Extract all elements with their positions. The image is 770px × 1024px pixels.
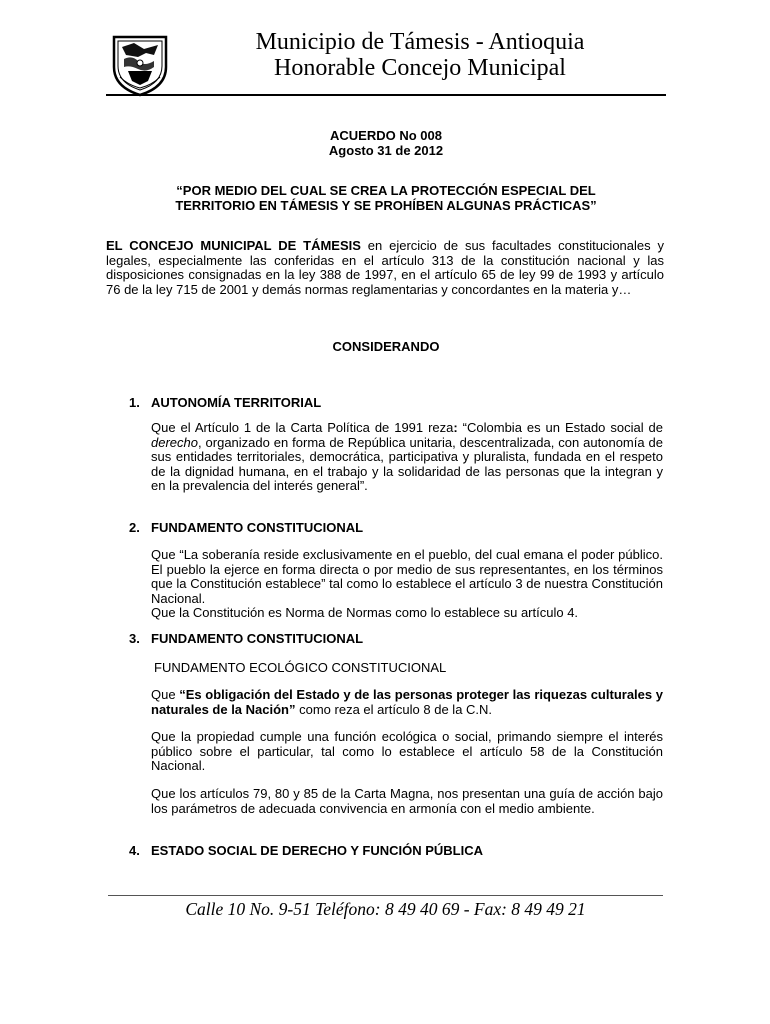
section-1-paragraph [151, 421, 663, 494]
section-2-paragraph-2: Que la Constitución es Norma de Normas como lo establece su artículo 4. [151, 605, 579, 620]
text-run: “Colombia es un Estado social de [457, 420, 663, 435]
section-title: AUTONOMÍA TERRITORIAL [151, 395, 322, 410]
section-title: FUNDAMENTO CONSTITUCIONAL [151, 631, 364, 646]
section-number: 3. [129, 631, 140, 646]
section-heading-4 [129, 843, 483, 858]
section-2-paragraph-1: Que “La soberanía reside exclusivamente en el pueblo, del cual emana el poder público. El pueblo la ejerce en forma directa o por medio de sus representantes, en los términos que la Constitución establece” tal como lo establece el artículo 3 de nuestra Constitución Nacional. [151, 547, 663, 606]
municipal-seal-icon [108, 33, 172, 97]
italic-run: derecho [151, 434, 198, 450]
section-3-subheading: FUNDAMENTO ECOLÓGICO CONSTITUCIONAL [154, 660, 447, 675]
section-number: 2. [129, 520, 140, 535]
section-heading-1 [129, 395, 321, 410]
section-3-paragraph-2: Que la propiedad cumple una función ecológica o social, primando siempre el interés público sobre el particular, tal como lo establece el artículo 58 de la Constitución Nacional. [151, 729, 663, 774]
footer-address: Calle 10 No. 9-51 Teléfono: 8 49 40 69 - Fax: 8 49 49 21 [185, 899, 586, 919]
intro-bold: EL CONCEJO MUNICIPAL DE TÁMESIS [106, 238, 361, 253]
section-3-paragraph-1 [151, 688, 663, 717]
acuerdo-number: ACUERDO No 008 [330, 128, 442, 143]
text-run: , organizado en forma de República unitaria, descentralizada, con autonomía de sus entidades territoriales, democrática, participativa y pluralista, fundada en el respeto de la dignidad humana, en el trabajo y la solidaridad de las personas que la integran y en la prevalencia del interés general”. [151, 434, 663, 494]
section-3-paragraph-3: Que los artículos 79, 80 y 85 de la Carta Magna, nos presentan una guía de acción bajo los parámetros de adecuada convivencia en armonía con el medio ambiente. [151, 786, 663, 816]
intro-paragraph [106, 239, 664, 297]
text-run: como reza el artículo 8 de la C.N. [295, 701, 493, 717]
section-heading-3 [129, 631, 363, 646]
considerando-heading: CONSIDERANDO [332, 339, 440, 354]
section-heading-2 [129, 520, 363, 535]
section-number: 1. [129, 395, 140, 410]
bold-run: “Es obligación del Estado y de las personas proteger las riquezas culturales y naturales de la Nación” [151, 687, 663, 717]
header-divider [106, 94, 666, 96]
header-municipality: Municipio de Támesis - Antioquia [255, 29, 585, 55]
title-line-2: TERRITORIO EN TÁMESIS Y SE PROHÍBEN ALGUNAS PRÁCTICAS” [175, 198, 597, 213]
acuerdo-date: Agosto 31 de 2012 [328, 143, 444, 158]
title-line-1: “POR MEDIO DEL CUAL SE CREA LA PROTECCIÓN ESPECIAL DEL [176, 183, 596, 198]
section-number: 4. [129, 843, 140, 858]
text-run: Que el Artículo 1 de la Carta Política de 1991 reza [151, 420, 454, 435]
section-title: ESTADO SOCIAL DE DERECHO Y FUNCIÓN PÚBLICA [151, 843, 484, 858]
text-run: Que [151, 687, 180, 702]
text-run: : [453, 420, 458, 435]
intro-text: en ejercicio de sus facultades constitucionales y legales, especialmente las conferidas en el artículo 313 de la constitución nacional y las disposiciones consignadas en la ley 388 de 1997, en el artículo 65 de ley 99 de 1993 y artículo 76 de la ley 715 de 2001 y demás normas reglamentarias y concordantes en la materia y… [106, 238, 664, 297]
footer-divider [108, 895, 663, 896]
header-council: Honorable Concejo Municipal [274, 55, 566, 81]
section-title: FUNDAMENTO CONSTITUCIONAL [151, 520, 364, 535]
